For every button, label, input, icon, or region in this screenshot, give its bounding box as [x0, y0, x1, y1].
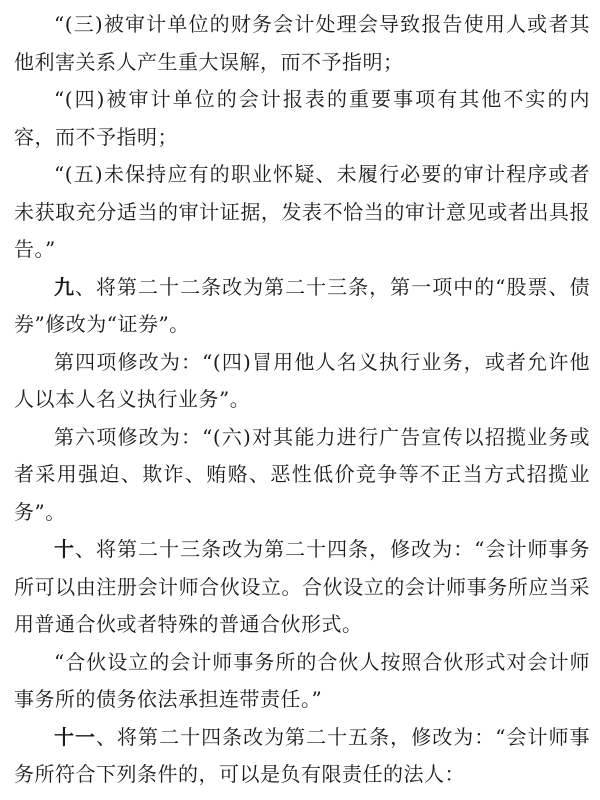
amendment-10 — [14, 531, 590, 644]
amendment-9-item-4 — [14, 344, 590, 419]
paragraph-text: 第六项修改为：“(六)对其能力进行广告宣传以招揽业务或者采用强迫、欺诈、贿赂、恶性低价竞争等不正当方式招揽业务”。 — [14, 424, 590, 524]
paragraph-text: 、将第二十二条改为第二十三条，第一项中的“股票、债券”修改为“证券”。 — [14, 274, 590, 336]
paragraph-text: 、将第二十四条改为第二十五条，修改为：“会计师事务所符合下列条件的，可以是负有限责任的法人： — [14, 724, 590, 786]
amendment-11 — [14, 719, 590, 794]
paragraph-item-5 — [14, 156, 590, 269]
amendment-10-continued — [14, 644, 590, 719]
paragraph-text: “(五)未保持应有的职业怀疑、未履行必要的审计程序或者未获取充分适当的审计证据，发表不恰当的审计意见或者出具报告。” — [14, 162, 590, 261]
paragraph-text: 第四项修改为：“(四)冒用他人名义执行业务，或者允许他人以本人名义执行业务”。 — [14, 349, 590, 411]
paragraph-text: “(四)被审计单位的会计报表的重要事项有其他不实的内容，而不予指明； — [14, 87, 590, 149]
paragraph-text: “(三)被审计单位的财务会计处理会导致报告使用人或者其他利害关系人产生重大误解，而不予指明； — [14, 12, 590, 74]
paragraph-text: “合伙设立的会计师事务所的合伙人按照合伙形式对会计师事务所的债务依法承担连带责任。” — [14, 649, 590, 711]
paragraph-item-4 — [14, 81, 590, 156]
paragraph-item-3 — [14, 6, 590, 81]
amendment-number: 十 — [54, 537, 76, 561]
amendment-9-item-6 — [14, 419, 590, 532]
amendment-number: 九 — [54, 274, 76, 299]
paragraph-text: 、将第二十三条改为第二十四条，修改为：“会计师事务所可以由注册会计师合伙设立。合伙设立的会计师事务所应当采用普通合伙或者特殊的普通合伙形式。 — [14, 537, 590, 636]
amendment-9 — [14, 269, 590, 344]
amendment-number: 十一 — [54, 724, 97, 749]
